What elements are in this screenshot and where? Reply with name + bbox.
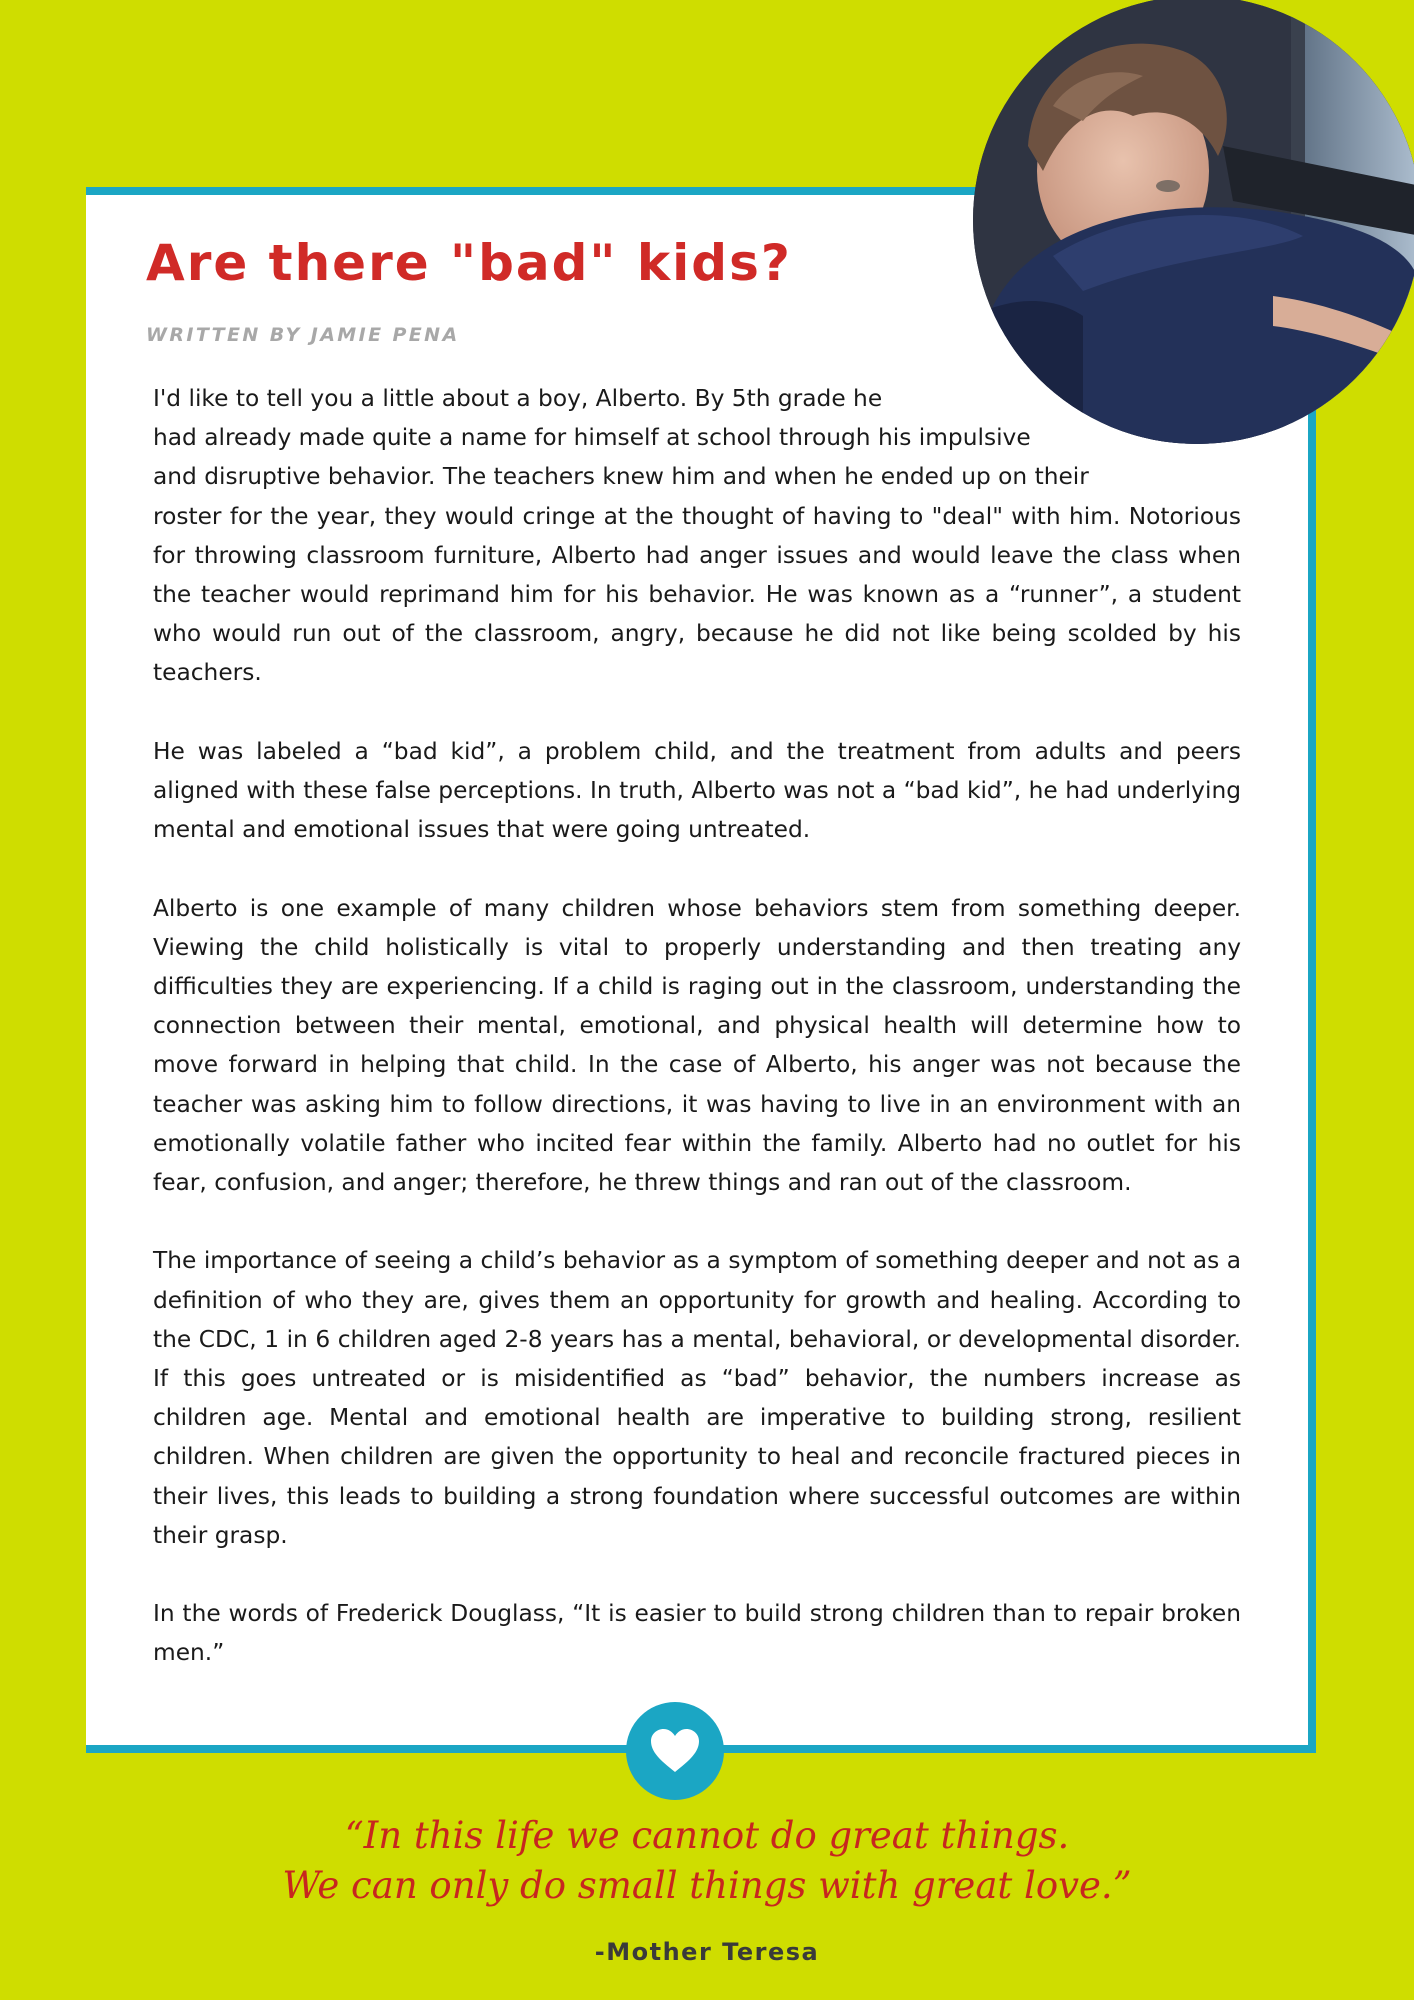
article-paragraph: The importance of seeing a child’s behavior as a symptom of something deeper and not as a definition of who they are, gives them an opportunity for growth and healing. According to the CDC, 1 in 6 children aged 2-8 years has a mental, behavioral, or developmental disorder. If this goes untreated or is misidentified as “bad” behavior, the numbers increase as children age. Mental and emotional health are imperative to building strong, resilient children. When children are given the opportunity to heal and reconcile fractured pieces in their lives, this leads to building a strong foundation where successful outcomes are within their grasp. [153,1247,1241,1549]
quote-line: “In this life we cannot do great things. [344,1814,1070,1857]
quote-line: We can only do small things with great love.” [282,1864,1132,1907]
intro-line: had already made quite a name for himself at school through his impulsive [153,424,1031,452]
article-paragraph: roster for the year, they would cringe at the thought of having to "deal" with him. Notorious for throwing classroom furniture, Alberto had anger issues and would leave the class when the teacher would reprimand him for his behavior. He was known as a “runner”, a student who would run out of the classroom, angry, because he did not like being scolded by his teachers. [153,502,1241,687]
quote [0,1811,1414,1911]
article-body [153,379,1241,1673]
article-paragraph: In the words of Frederick Douglass, “It is easier to build strong children than to repair broken men.” [153,1600,1241,1667]
intro-line: I'd like to tell you a little about a boy, Alberto. By 5th grade he [153,385,883,412]
heart-badge [626,1702,724,1800]
quote-attribution: -Mother Teresa [594,1938,820,1966]
intro-line: and disruptive behavior. The teachers knew him and when he ended up on their [153,463,1089,491]
article-byline: WRITTEN BY JAMIE PENA [146,324,460,346]
heart-icon [650,1728,700,1774]
boy-photo [973,0,1414,444]
frame-right-line [1308,187,1316,1753]
article-paragraph: Alberto is one example of many children whose behaviors stem from something deeper. Viewing the child holistically is vital to properly understanding and then treating any difficulties they are experiencing. If a child is raging out in the classroom, understanding the connection between their mental, emotional, and physical health will determine how to move forward in helping that child. In the case of Alberto, his anger was not because the teacher was asking him to follow directions, it was having to live in an environment with an emotionally volatile father who incited fear within the family. Alberto had no outlet for his fear, confusion, and anger; therefore, he threw things and ran out of the classroom. [153,894,1241,1197]
article-title: Are there "bad" kids? [146,234,792,292]
article-paragraph: He was labeled a “bad kid”, a problem child, and the treatment from adults and peers aligned with these false perceptions. In truth, Alberto was not a “bad kid”, he had underlying mental and emotional issues that were going untreated. [153,737,1241,844]
